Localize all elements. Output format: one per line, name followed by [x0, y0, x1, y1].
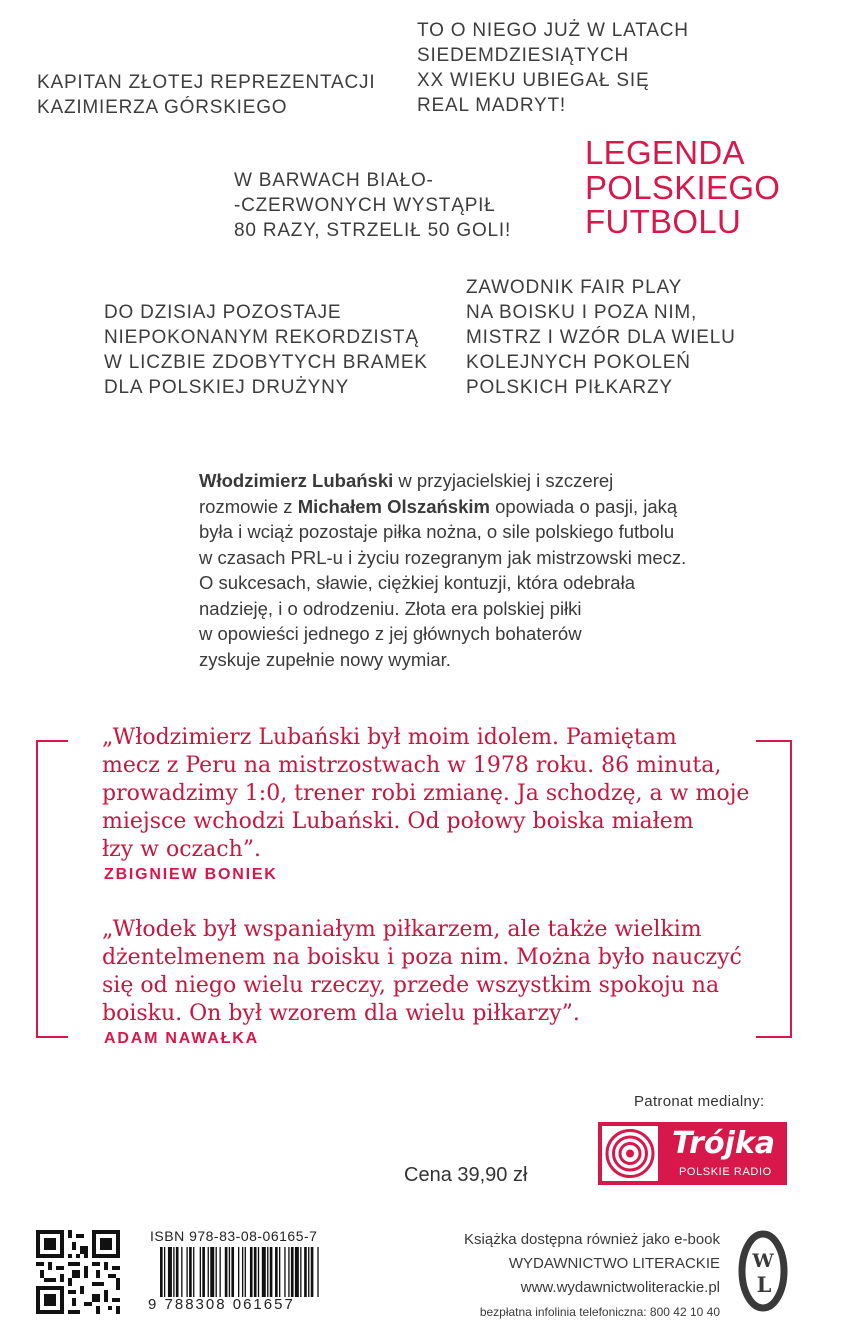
description-line: nadzieję, i o odrodzeniu. Złota era polskiej piłki	[199, 597, 582, 619]
barcode-bar	[173, 1247, 174, 1297]
barcode-bar	[220, 1247, 221, 1297]
barcode-bar	[242, 1247, 243, 1297]
description-line: w opowieści jednego z jej głównych bohaterów	[199, 623, 582, 644]
blurb-line: -CZERWONYCH WYSTĄPIŁ	[234, 195, 496, 216]
quote-boniek	[102, 724, 749, 864]
quote-line: boisku. On był wzorem dla wielu piłkarzy”.	[102, 1001, 580, 1026]
price: Cena 39,90 zł	[404, 1164, 528, 1186]
wl-letter-w: W	[752, 1250, 774, 1272]
barcode-bar	[254, 1247, 257, 1297]
quote-line: „Włodzimierz Lubański był moim idolem. Pamiętam	[102, 725, 677, 750]
barcode-bar	[308, 1247, 309, 1297]
blurb-line: DO DZISIAJ POZOSTAJE	[104, 302, 342, 323]
barcode-bar	[262, 1247, 266, 1297]
barcode-bar	[176, 1247, 179, 1297]
quote-line: mecz z Peru na mistrzostwach w 1978 roku. 86 minuta,	[102, 753, 722, 778]
quote-line: prowadzimy 1:0, trener robi zmianę. Ja schodzę, a w moje	[102, 781, 750, 806]
legend-heading	[585, 136, 780, 240]
barcode-bar	[160, 1247, 163, 1297]
quote-author: ADAM NAWAŁKA	[104, 1030, 259, 1047]
quote-nawalka	[102, 916, 742, 1028]
barcode-bar	[279, 1247, 280, 1297]
blurb-real-madryt	[417, 18, 689, 118]
barcode-icon	[160, 1247, 320, 1297]
barcode-bar	[210, 1247, 214, 1297]
blurb-line: KAPITAN ZŁOTEJ REPREZENTACJI	[37, 72, 376, 93]
wl-letter-l: L	[756, 1272, 772, 1297]
description-line: była i wciąż pozostaje piłka nożna, o sile polskiego futbolu	[199, 521, 675, 542]
blurb-line: POLSKICH PIŁKARZY	[466, 377, 673, 398]
barcode-bar	[189, 1247, 192, 1297]
blurb-line: NIEPOKONANYM REKORDZISTĄ	[104, 327, 419, 348]
blurb-line: MISTRZ I WZÓR DLA WIELU	[466, 327, 736, 348]
description-line: zyskuje zupełnie nowy wymiar.	[199, 648, 451, 670]
barcode-bar	[270, 1247, 273, 1297]
barcode-bar	[225, 1247, 228, 1297]
blurb-line: KAZIMIERZA GÓRSKIEGO	[37, 97, 288, 118]
quote-line: łzy w oczach”.	[102, 837, 261, 862]
blurb-barwy	[234, 168, 511, 243]
blurb-line: NA BOISKU I POZA NIM,	[466, 302, 698, 323]
blurb-fair-play	[466, 275, 736, 400]
barcode-bar	[168, 1247, 172, 1297]
description-line: Włodzimierz Lubański w przyjacielskiej i szczerej	[199, 470, 614, 491]
quote-bracket-right	[756, 740, 792, 1038]
quote-author: ZBIGNIEW BONIEK	[104, 866, 278, 883]
barcode-digits: 9 788308 061657	[148, 1296, 295, 1313]
quote-bracket-left	[36, 740, 68, 1038]
barcode-bar	[284, 1247, 285, 1297]
author-name: Włodzimierz Lubański	[199, 470, 394, 491]
interviewer-name: Michałem Olszańskim	[297, 495, 490, 517]
barcode-bar	[311, 1247, 314, 1297]
barcode-bar	[245, 1247, 246, 1297]
barcode-bar	[208, 1247, 209, 1297]
quote-line: dżentelmenem na boisku i poza nim. Można było nauczyć	[102, 945, 742, 970]
quote-line: „Włodek był wspaniałym piłkarzem, ale także wielkim	[102, 917, 702, 942]
barcode-bar	[186, 1247, 187, 1297]
legend-line: POLSKIEGO	[585, 168, 781, 206]
barcode-bar	[258, 1247, 259, 1297]
description-line: rozmowie z Michałem Olszańskim opowiada o pasji, jaką	[199, 495, 678, 517]
barcode-bar	[181, 1247, 182, 1297]
barcode-bar	[304, 1247, 307, 1297]
blurb-line: DLA POLSKIEJ DRUŻYNY	[104, 377, 350, 398]
barcode-bar	[202, 1247, 205, 1297]
quote-line: miejsce wchodzi Lubański. Od połowy boiska miałem	[102, 809, 694, 834]
ebook-note: Książka dostępna również jako e-book	[464, 1231, 720, 1248]
barcode-bar	[295, 1247, 299, 1297]
barcode-bar	[250, 1247, 253, 1297]
legend-line: LEGENDA	[585, 134, 745, 171]
barcode-bar	[216, 1247, 217, 1297]
quote-line: się od niego wielu rzeczy, przede wszystkim spokoju na	[102, 973, 720, 998]
blurb-line: 80 RAZY, STRZELIŁ 50 GOLI!	[234, 220, 512, 241]
trojka-logo	[598, 1122, 787, 1185]
blurb-line: W BARWACH BIAŁO-	[234, 170, 434, 191]
book-description	[199, 468, 779, 672]
barcode-bar	[193, 1247, 194, 1297]
barcode-bar	[288, 1247, 289, 1297]
legend-line: FUTBOLU	[585, 203, 742, 240]
blurb-rekord	[104, 300, 428, 400]
blurb-line: XX WIEKU UBIEGAŁ SIĘ	[417, 70, 650, 91]
barcode-bar	[164, 1247, 165, 1297]
description-line: w czasach PRL-u i życiu rozegranym jak mistrzowski mecz.	[199, 546, 687, 568]
blurb-line: KOLEJNYCH POKOLEŃ	[466, 352, 691, 373]
barcode-bar	[231, 1247, 234, 1297]
barcode-bar	[300, 1247, 301, 1297]
wl-publisher-logo-icon	[737, 1230, 789, 1312]
barcode-bar	[229, 1247, 230, 1297]
barcode-bar	[317, 1247, 318, 1297]
blurb-line: REAL MADRYT!	[417, 95, 566, 116]
barcode-bar	[200, 1247, 201, 1297]
media-patron-label: Patronat medialny:	[634, 1093, 765, 1110]
blurb-line: W LICZBIE ZDOBYTYCH BRAMEK	[104, 352, 428, 373]
barcode-bar	[238, 1247, 239, 1297]
trojka-name: Trójka	[672, 1126, 776, 1161]
publisher-info	[380, 1228, 720, 1324]
blurb-kapitan	[37, 70, 375, 120]
barcode-bar	[275, 1247, 278, 1297]
barcode-bar	[291, 1247, 294, 1297]
description-line: O sukcesach, sławie, ciężkiej kontuzji, która odebrała	[199, 572, 635, 593]
qr-code-icon	[36, 1230, 120, 1314]
blurb-line: SIEDEMDZIESIĄTYCH	[417, 45, 630, 66]
blurb-line: TO O NIEGO JUŻ W LATACH	[417, 20, 689, 41]
publisher-hotline: bezpłatna infolinia telefoniczna: 800 42 10 40	[479, 1305, 720, 1319]
blurb-line: ZAWODNIK FAIR PLAY	[466, 277, 683, 298]
publisher-url[interactable]: www.wydawnictwoliterackie.pl	[520, 1279, 720, 1296]
publisher-name: WYDAWNICTWO LITERACKIE	[508, 1255, 720, 1272]
trojka-subtitle: POLSKIE RADIO	[679, 1166, 772, 1178]
barcode-bar	[267, 1247, 268, 1297]
isbn-label: ISBN 978-83-08-06165-7	[150, 1228, 318, 1244]
